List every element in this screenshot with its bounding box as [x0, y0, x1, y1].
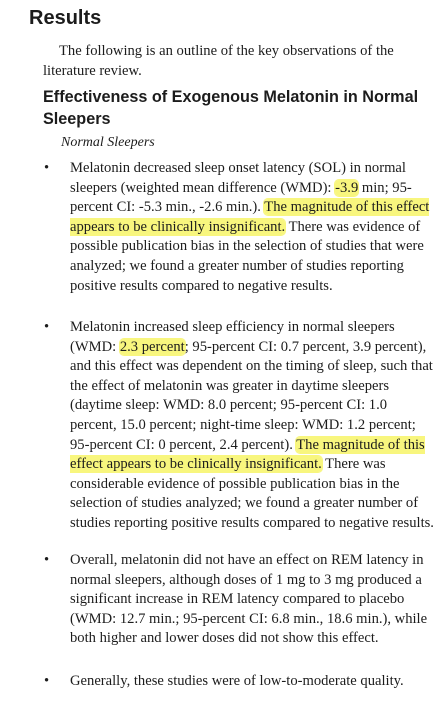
bullet-marker: •	[44, 552, 50, 568]
text-segment: ; 95-percent CI: 0.7 percent, 3.9 percent), and this effect was dependent on the timing of sleep, such that the effect of melatonin was greater in daytime sleepers (daytime sleep: WMD: 8.0 percent; 95-percent CI: 1.0 percent, 15.0 percent; night-time sleep: WMD: 1.2 percent; 95-percent CI: 0 percent, 2.4 percent).	[70, 338, 433, 453]
bullet-text	[70, 318, 436, 534]
bullet-marker: •	[44, 160, 50, 176]
list-item-rem-latency	[44, 551, 436, 649]
highlighted-statement: The magnitude of this effect appears to be clinically insignificant.	[70, 199, 430, 235]
bullet-text	[70, 159, 436, 296]
text-segment: Melatonin increased sleep efficiency in normal sleepers (WMD:	[70, 319, 395, 355]
intro-paragraph: The following is an outline of the key observations of the literature review.	[43, 43, 394, 79]
normal-sleepers-subheading: Normal Sleepers	[61, 135, 155, 150]
highlighted-value: -3.9	[335, 179, 359, 196]
bullet-marker: •	[44, 673, 50, 689]
list-item-sleep-onset-latency	[44, 159, 436, 296]
list-item-sleep-efficiency	[44, 318, 436, 534]
text-segment: There was evidence of possible publication bias in the selection of studies that were analyzed; we found a greater number of studies reporting positive results compared to negative results.	[70, 218, 424, 294]
bullet-marker: •	[44, 319, 50, 335]
list-item-study-quality	[44, 672, 436, 692]
section-heading: Effectiveness of Exogenous Melatonin in Normal Sleepers	[43, 88, 419, 128]
text-segment: Melatonin decreased sleep onset latency (SOL) in normal sleepers (weighted mean difference (WMD):	[70, 160, 406, 196]
text-segment: min; 95-percent CI: -5.3 min., -2.6 min.).	[70, 179, 412, 216]
bullet-text: Generally, these studies were of low-to-moderate quality.	[70, 673, 404, 689]
results-heading: Results	[29, 7, 102, 29]
highlighted-statement: The magnitude of this effect appears to be clinically insignificant.	[70, 436, 425, 473]
bullet-text: Overall, melatonin did not have an effect on REM latency in normal sleepers, although doses of 1 mg to 3 mg produced a significant increase in REM latency compared to placebo (WMD: 12.7 min.; 95-percent CI: 6.8 min., 18.6 min.), while both higher and lower doses did not show this effect.	[70, 552, 428, 647]
text-segment: There was considerable evidence of possible publication bias in the selection of studies analyzed; we found a greater number of studies reporting positive results compared to negative results.	[70, 456, 434, 531]
highlighted-value: 2.3 percent	[119, 338, 185, 355]
